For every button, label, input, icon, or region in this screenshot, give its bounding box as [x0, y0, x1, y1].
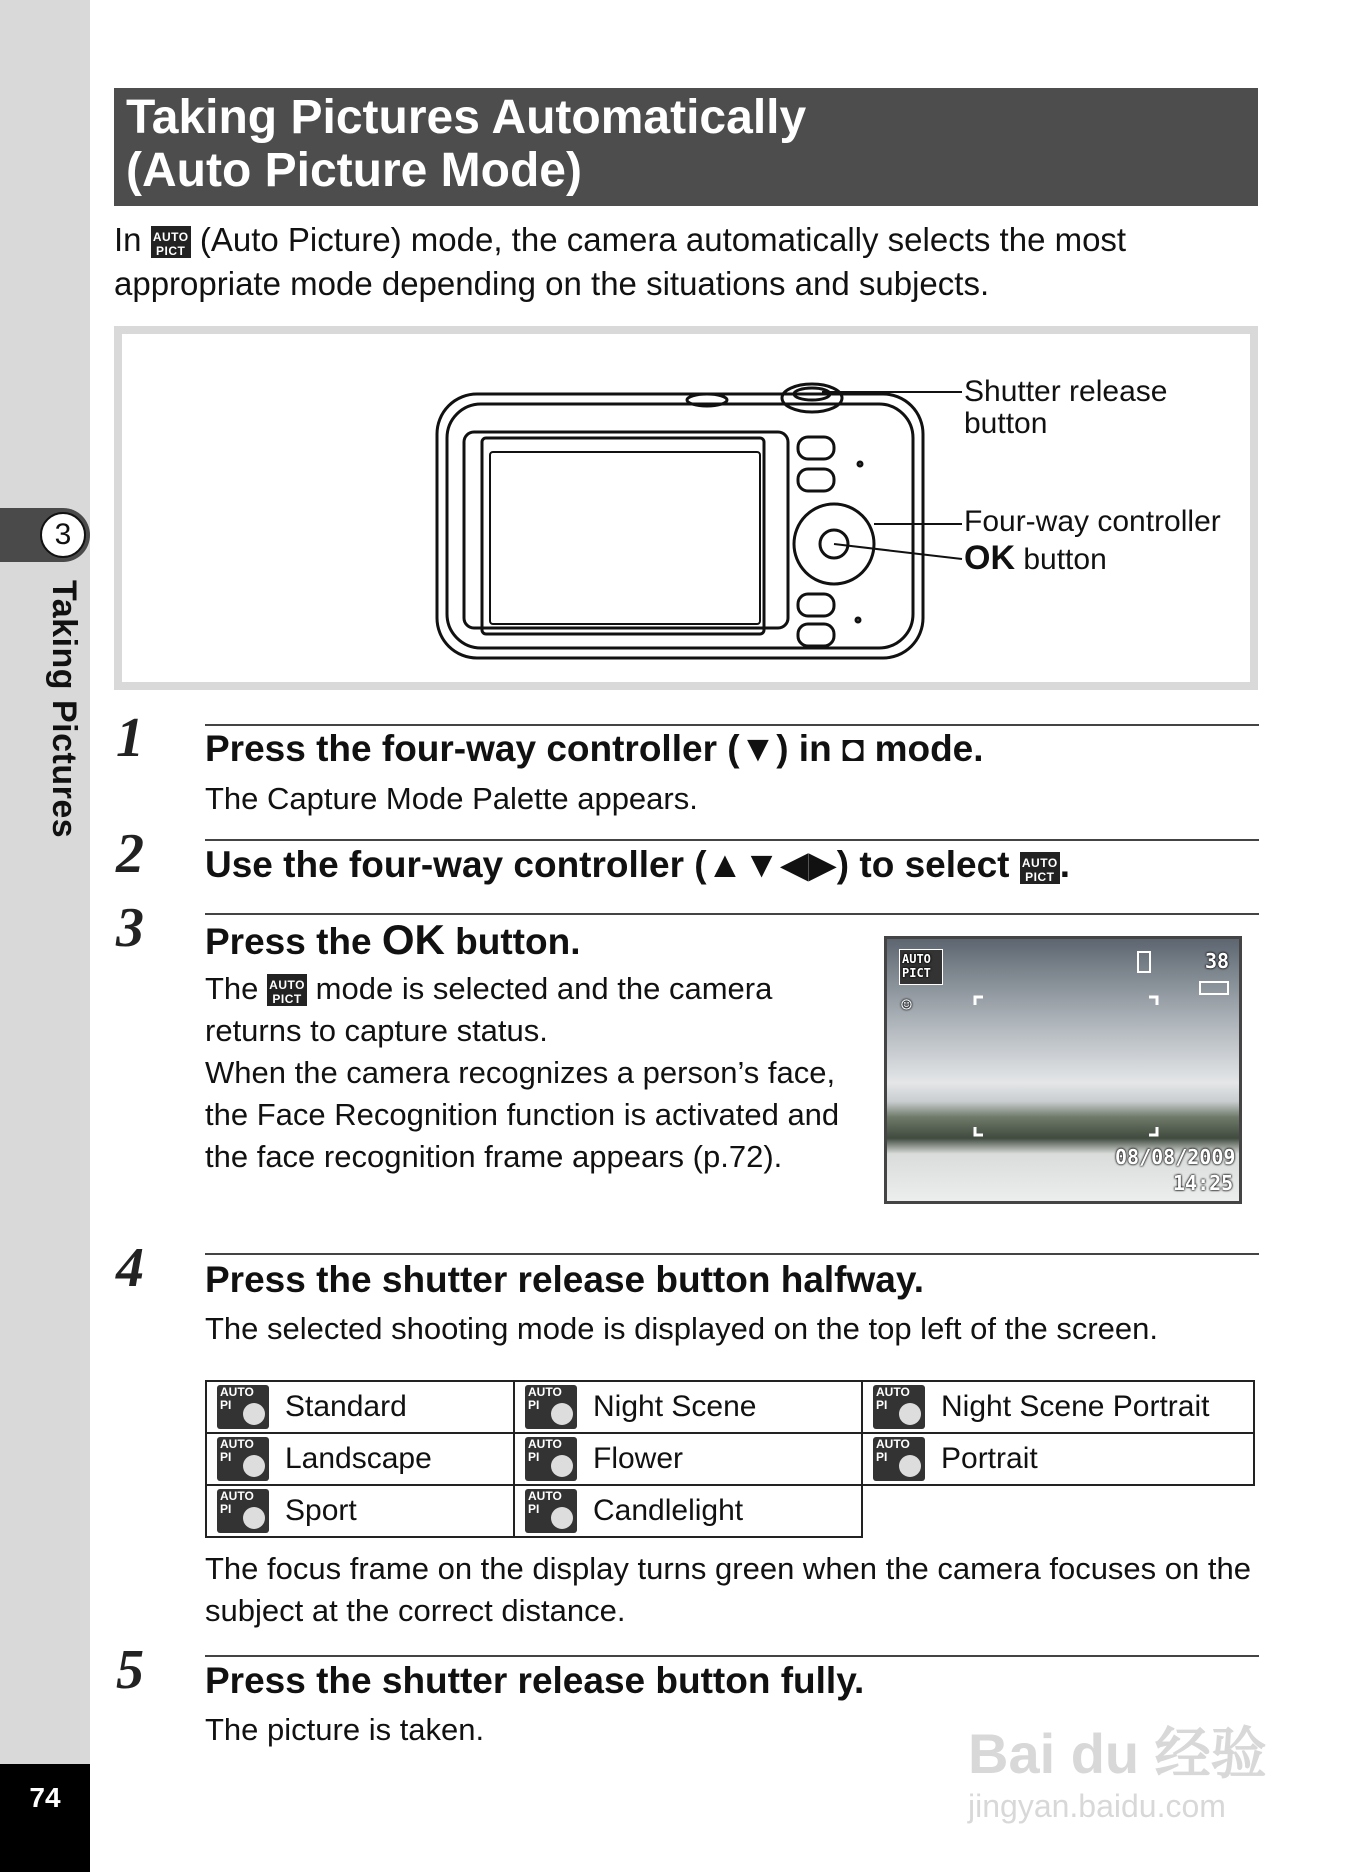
face-detect-icon: ☺ — [901, 995, 912, 1016]
intro-paragraph — [114, 218, 1264, 306]
chapter-number: 3 — [40, 512, 86, 558]
mode-sport: AUTO PI Sport — [207, 1489, 513, 1533]
mode-portrait: AUTO PI Portrait — [863, 1437, 1253, 1481]
step-5-text: The picture is taken. — [205, 1712, 485, 1747]
page-number: 74 — [29, 1782, 61, 1813]
step-3-text-2: When the camera recognizes a person’s face, the Face Recognition function is activated and the face recognition frame appears (p.72). — [205, 1055, 840, 1174]
remaining-shots: 38 — [1205, 949, 1230, 973]
mode-night-scene-portrait: AUTO PI Night Scene Portrait — [863, 1385, 1253, 1429]
lcd-mode-icon: AUTO PICT — [899, 949, 943, 985]
step-divider — [205, 1253, 1259, 1255]
camera-figure — [114, 326, 1258, 690]
mode-candlelight: AUTO PI Candlelight — [515, 1489, 861, 1533]
step-5-heading: Press the shutter release button fully. — [205, 1660, 865, 1701]
auto-pict-icon: AUTO PICT — [1020, 852, 1060, 884]
watermark-brand: Bai du 经验 — [968, 1722, 1267, 1785]
night-scene-mode-icon: AUTO PI — [525, 1385, 577, 1429]
step-divider — [205, 839, 1259, 841]
mode-night-scene: AUTO PI Night Scene — [515, 1385, 861, 1429]
mode-standard: AUTO PI Standard — [207, 1385, 513, 1429]
step-1-heading: Press the four-way controller (▼) in ◘ mode. — [205, 728, 984, 769]
section-title-line2: (Auto Picture Mode) — [126, 144, 582, 197]
watermark-url: jingyan.baidu.com — [968, 1788, 1226, 1824]
step-3-heading: Press the OK button. — [205, 916, 581, 963]
step-divider — [205, 913, 1259, 915]
mode-landscape: AUTO PI Landscape — [207, 1437, 513, 1481]
standard-mode-icon: AUTO PI — [217, 1385, 269, 1429]
landscape-mode-icon: AUTO PI — [217, 1437, 269, 1481]
step-number: 2 — [116, 823, 144, 885]
flower-mode-icon: AUTO PI — [525, 1437, 577, 1481]
step-4-heading: Press the shutter release button halfway. — [205, 1259, 924, 1300]
auto-pict-icon: AUTO PICT — [267, 974, 307, 1006]
baidu-watermark — [968, 1670, 1278, 1830]
step-number: 3 — [116, 897, 144, 959]
step-2-heading: Use the four-way controller (▲▼◀▶) to select AUTO PICT . — [205, 844, 1071, 885]
page-number-box — [0, 1764, 90, 1872]
portrait-mode-icon: AUTO PI — [873, 1437, 925, 1481]
callout-ok-button: OK button — [964, 539, 1107, 577]
sport-mode-icon: AUTO PI — [217, 1489, 269, 1533]
callout-four-way-controller: Four-way controller — [964, 505, 1221, 538]
chapter-sidebar — [0, 0, 90, 1872]
step-number: 5 — [116, 1639, 144, 1701]
step-divider — [205, 724, 1259, 726]
step-divider — [205, 1655, 1259, 1657]
step-4-text-after-table: The focus frame on the display turns green when the camera focuses on the subject at the correct distance. — [205, 1551, 1251, 1628]
auto-pict-icon: AUTO PICT — [151, 226, 191, 258]
callout-shutter-release: Shutter release button — [964, 375, 1168, 440]
step-number: 1 — [116, 707, 144, 769]
step-4-text: The selected shooting mode is displayed on the top left of the screen. — [205, 1311, 1158, 1346]
lcd-capture-screen — [884, 936, 1242, 1204]
step-1-text: The Capture Mode Palette appears. — [205, 781, 698, 816]
lcd-time: 14:25 — [1173, 1171, 1234, 1195]
step-3-text: The AUTO PICT mode is selected and the camera returns to capture status. — [205, 971, 773, 1048]
chapter-title: Taking Pictures — [45, 580, 83, 839]
scene-mode-table — [205, 1380, 1255, 1538]
intro-text-end: (Auto Picture) mode, the camera automatically selects the most appropriate mode depending on the situations and subjects. — [114, 221, 1127, 302]
mode-flower: AUTO PI Flower — [515, 1437, 861, 1481]
section-title-line1: Taking Pictures Automatically — [126, 91, 807, 144]
night-scene-portrait-mode-icon: AUTO PI — [873, 1385, 925, 1429]
intro-text-start: In — [114, 221, 142, 258]
step-number: 4 — [116, 1237, 144, 1299]
candlelight-mode-icon: AUTO PI — [525, 1489, 577, 1533]
lcd-date: 08/08/2009 — [1115, 1145, 1236, 1169]
